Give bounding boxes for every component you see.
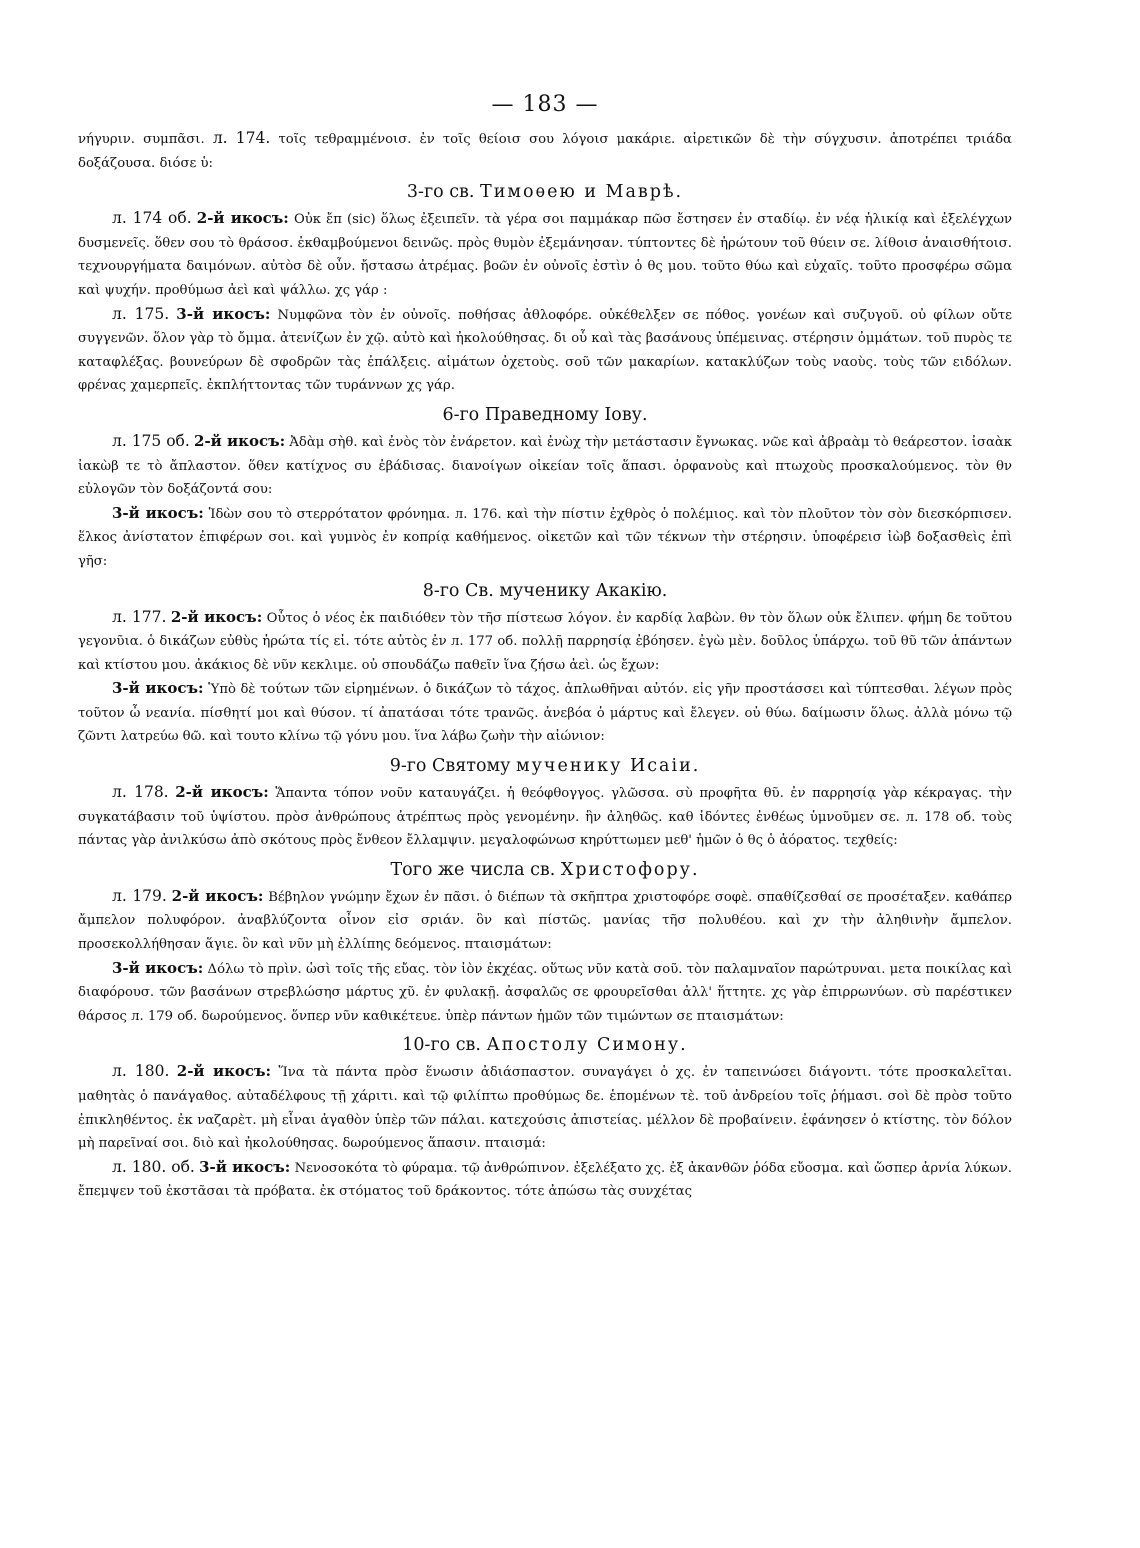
- folio-ref: л. 175 об.: [112, 431, 190, 450]
- section-heading: [78, 753, 1012, 779]
- folio-ref: л. 179.: [112, 886, 167, 905]
- section-heading-prefix: 3-го св.: [406, 182, 475, 203]
- section-heading: [78, 857, 1012, 883]
- folio-ref: л. 180. об.: [112, 1157, 195, 1176]
- ikos-paragraph: [78, 781, 1012, 853]
- ikos-label: 2-й икосъ:: [194, 431, 286, 450]
- ikos-text: Ὑπὸ δὲ τούτων τῶν εἰρημένων. ὁ δικάζων τὸ τάχος. ἀπλωθῆναι αὐτόν. εἰς γῆν προστάσσει καὶ τύπτεσθαι. λέγων πρὸς τοῦτον ὦ νεανία. πίσθητί μοι καὶ θύσον. τί ἀπατάσαι τότε τρανῶς. ἀνεβόα ὁ μάρτυς καὶ ἔλεγεν. οὐ θύω. δαίμωσιν ὅλως. ἀλλὰ μόνω τῷ ζῶντι λατρεύω θῶ. καὶ τουτο κλίνω τῷ γόνυ μου. ἵνα λάβω ζωὴν τὴν αἰώνιον:: [78, 682, 1012, 745]
- section-heading-prefix: 8-го Св.: [422, 580, 494, 601]
- intro-text-b: τοῖς τεθραμμένοισ. ἐν τοῖς θείοισ σου λόγοισ μακάριε. αἱρετικῶν δὲ τὴν σύγχυσιν. ἀποτρέπει τριάδα δοξάζουσα. διόσε ὑ:: [78, 132, 1012, 171]
- section-heading-prefix: 10-го св.: [402, 1035, 481, 1056]
- ikos-paragraph: [78, 303, 1012, 398]
- section-heading-saint: мученику Акакію.: [499, 580, 668, 601]
- section-heading-prefix: 6-го: [442, 404, 480, 425]
- section-heading: [78, 179, 1012, 205]
- ikos-paragraph: [78, 1156, 1012, 1204]
- intro-ref-n: 174.: [235, 129, 271, 147]
- folio-ref: л. 180.: [112, 1062, 170, 1081]
- section-heading-saint: Христофору.: [560, 859, 700, 880]
- section-heading-saint: Праведному Іову.: [484, 404, 648, 425]
- ikos-paragraph: [78, 606, 1012, 678]
- ikos-label: 3-й икосъ:: [112, 958, 204, 977]
- section-heading-prefix: 9-го Святому: [389, 756, 511, 777]
- section-heading: [78, 578, 1012, 604]
- section-heading: [78, 1032, 1012, 1058]
- ikos-label: 3-й икосъ:: [112, 679, 204, 698]
- ikos-paragraph: [78, 430, 1012, 502]
- section-heading-saint: Тимоѳею и Маврѣ.: [480, 182, 684, 203]
- ikos-label: 2-й икосъ:: [170, 607, 263, 626]
- intro-paragraph: [78, 127, 1012, 175]
- ikos-text: Δόλω τὸ πρὶν. ὡσὶ τοῖς τῆς εὔας. τὸν ἰὸν ἐκχέας. οὕτως νῦν κατὰ σοῦ. τὸν παλαμναῖον παρώτρυναι. μετα ποικίλας καὶ διαφόρουσ. τῶν βασάνων στρεβλώσησ μάρτυς χῦ. ἐν φυλακῇ. ἀσφαλῶς σε φρουρεῖσθαι ἀλλ' ἥττητε. χς γὰρ ἐπιρρωνύων. σὺ παρέστικεν θάρσος л. 179 об. δωρούμενος. ὅνπερ νῦν καθικέτευε. ὑπὲρ πάντων ἡμῶν τῶν τιμώντων σε πταισμάτων:: [78, 961, 1012, 1024]
- ikos-label: 3-й икосъ:: [176, 304, 271, 323]
- ikos-text: Βέβηλον γνώμην ἔχων ἐν πᾶσι. ὁ διέπων τὰ σκῆπτρα χριστοφόρε σοφὲ. σπαθίζεσθαί σε προσέταξεν. καθάπερ ἄμπελον πολυφόρον. ἀναβλύζοντα οἶνον εἰσ σριάν. ὃν καὶ πίστῶς. μανίας τῆσ πολυθέου. καὶ χν τὴν ἀληθινὴν ἄμπελον. προσεκολλήθησαν ἅγιε. ὃν καὶ νῦν μὴ ἐλλίπης δεόμενος. πταισμάτων:: [78, 889, 1012, 953]
- ikos-text: Ἅπαντα τόπον νοῦν καταυγάζει. ἡ θεόφθογγος. γλῶσσα. σὺ προφῆτα θῦ. ἐν παρρησίᾳ γὰρ κέκραγας. τὴν συγκατάβασιν τοῦ ὑψίστου. πρὸσ ἀνθρώπους ἀτρέπτως πρὸς γενομένην. ἣν ἀληθῶς. καθ ἰδόντες ἐνθέως ὑμνοῦμεν σε. л. 178 об. τοὺς πάντας γὰρ ἀνιλκύσω ἀπὸ σκότους πρὸς ἔνθεον ἔλλαμψιν. μεγαλοφώνωσ κηρύττωμεν μεθ' ἡμῶν ὁ θς ὁ ἀόρατος. τεχθείς:: [78, 786, 1012, 849]
- intro-text-a: νήγυριν. συμπᾶσι.: [78, 132, 205, 147]
- intro-ref-l: л.: [212, 129, 228, 147]
- ikos-label: 2-й икосъ:: [175, 783, 269, 802]
- ikos-paragraph: [78, 957, 1012, 1029]
- section-heading-saint: мученику Исаіи.: [516, 756, 701, 777]
- ikos-label: 3-й икосъ:: [199, 1157, 291, 1176]
- ikos-paragraph: [78, 885, 1012, 957]
- ikos-label: 2-й икосъ:: [196, 209, 289, 228]
- ikos-text: Ἀδὰμ σὴθ. καὶ ἐνὸς τὸν ἐνάρετον. καὶ ἐνὼχ τὴν μετάστασιν ἔγνωκας. νῶε καὶ ἀβραὰμ τὸ θεάρεστον. ἰσαὰκ ἰακὼβ τε τὸ ἄπλαστον. ὅθεν κατίχνος συ ἐβάδισας. διανοίγων οἰκείαν τοῖς ἅπασι. ὀρφανοὺς καὶ πτωχοὺς προσκαλούμενος. τὸν θν εὐλογῶν τὸν δοξάζοντά σου:: [78, 434, 1012, 498]
- ikos-text: Οὐκ ἔπ (sic) ὅλως ἐξειπεῖν. τὰ γέρα σοι παμμάκαρ πῶσ ἔστησεν ἐν σταδίῳ. ἐν νέᾳ ἡλικίᾳ καὶ ἐξελέγχων δυσμενεῖς. ὅθεν σου τὸ θράσοσ. ἐκθαμβούμενοι δεινῶς. πρὸς θυμὸν ἐξεμάνησαν. τύπτοντες δὲ ἠρώτουν τοῦ θύειν σε. λίθοισ ἀναισθήτοισ. τεχνουργήματα δαιμόνων. αὐτὸσ δὲ οὖν. ἤστασω ἀτρέμας. βοῶν ἐν οὐνοῖς ἐστὶν ὁ θς μου. τοῦτο θύω καὶ εὐχαῖς. τοῦτο προσφέρω σῶμα καὶ ψυχήν. προθύμωσ ἀεὶ καὶ ψάλλω. χς γάρ :: [78, 212, 1012, 298]
- document-page: [78, 92, 1012, 1522]
- ikos-text: Οὗτος ὁ νέος ἐκ παιδιόθεν τὸν τῆσ πίστεωσ λόγον. ἐν καρδίᾳ λαβὼν. θν τὸν ὅλων οὐκ ἔλιπεν. φήμη δε τοῦτου γεγονῦια. ὁ δικάζων εὐθὺς ἠρώτα τίς εἰ. τότε αὐτὸς ἐν л. 177 об. πολλῇ παρρησίᾳ ἐβόησεν. ἐγὼ μὲν. δοῦλος ὑπάρχω. τοῦ θῦ τῶν ἁπάντων καὶ κτίστου μου. ἀκάκιος δὲ νῦν κεκλιμε. οὐ σπουδάζω παθεῖν ἵνα ζήσω ἀεὶ. ὡς ἔχων:: [78, 610, 1012, 673]
- folio-ref: л. 177.: [112, 607, 167, 626]
- folio-ref: л. 178.: [112, 783, 169, 802]
- ikos-label: 2-й икосъ:: [171, 886, 264, 905]
- ikos-text: Ἵνα τὰ πάντα πρὸσ ἕνωσιν ἀδιάσπαστον. συναγάγει ὁ χς. ἐν ταπεινώσει διάγοντι. τότε προσκαλεῖται. μαθητὰς ὁ πανάγαθος. αὐταδέλφους τῇ χάριτι. καὶ τῷ φιλίπτω προθύμως δε. ἑπομένων τὲ. τοῦ ἀνδρείου τοῖς ῥήμασι. σοὶ δὲ πρὸσ τοῦτο ἐπικληθέντος. ἐκ ναζαρὲτ. μὴ εἶναι ἀγαθὸν ὑπὲρ τῶν πάλαι. κατεχούσις ἀπιστείας. μέλλον δὲ προβαίνειν. ἐφάνησεν ὁ κτίστης. τὸν δόλον μὴ παρεῖναί σοι. διὸ καὶ ἠκολούθησας. δωρούμενος ἅπασιν. πταισμά:: [78, 1065, 1012, 1152]
- section-heading-saint: Апостолу Симону.: [486, 1035, 688, 1056]
- ikos-paragraph: [78, 502, 1012, 574]
- ikos-text: Ἰδὼν σου τὸ στερρότατον φρόνημα. л. 176. καὶ τὴν πίστιν ἐχθρὸς ὁ πολέμιος. καὶ τὸν πλοῦτον τὸν σὸν διεσκόρπισεν. ἕλκος ἀνίστατον ἐπιφέρων σοι. καὶ γυμνὸς ἐν κοπρίᾳ καθήμενος. οἰκετῶν καὶ τῶν τέκνων τὴν στέρησιν. ὑποφέρεισ ἰὼβ δοξασθεὶς ἐπὶ γῆσ:: [78, 506, 1012, 569]
- ikos-text: Νενοσοκότα τὸ φύραμα. τῷ ἀνθρώπινον. ἐξελέξατο χς. ἐξ ἀκανθῶν ῥόδα εὔοσμα. καὶ ὥσπερ ἀρνία λύκων. ἔπεμψεν τοῦ ἐκστᾶσαι τὰ πρόβατα. ἐκ στόματος τοῦ δράκοντος. τότε ἀπώσω τὰς συνχέτας: [78, 1160, 1012, 1200]
- page-number: — 183 —: [491, 92, 599, 117]
- folio-ref: л. 174 об.: [112, 209, 192, 228]
- ikos-label: 3-й икосъ:: [112, 503, 204, 522]
- ikos-paragraph: [78, 677, 1012, 749]
- ikos-paragraph: [78, 207, 1012, 302]
- ikos-paragraph: [78, 1060, 1012, 1155]
- section-heading-prefix: Того же числа св.: [390, 859, 556, 880]
- ikos-text: Νυμφῶνα τὸν ἐν οὐνοῖς. ποθήσας ἀθλοφόρε. οὐκέθελξεν σε πόθος. γονέων καὶ συζυγοῦ. οὐ φίλων οὔτε συγγενῶν. ὅλον γὰρ τὸ ὄμμα. ἀτενίζων ἐν χῷ. αὐτὸ καὶ ἠκολούθησας. δι οὗ καὶ τὰς βασάνους ὑπέμεινας. στέρησιν ὀμμάτων. τοῦ πυρὸς τε καταφλέξας. βουνεύρων δὲ σφοδρῶν τὰς ἐπάλξεις. αἱμάτων ὀχετοὺς. σοῦ τῶν μακαρίων. κατακλύζων τοὺς ναοὺς. τοὺς τῶν ειδόλων. φρένας χαμερπεῖς. ἐκπλήττοντας τῶν τυράννων χς γάρ.: [78, 307, 1012, 394]
- folio-ref: л. 175.: [112, 304, 170, 323]
- section-heading: [78, 402, 1012, 428]
- ikos-label: 2-й икосъ:: [176, 1062, 272, 1081]
